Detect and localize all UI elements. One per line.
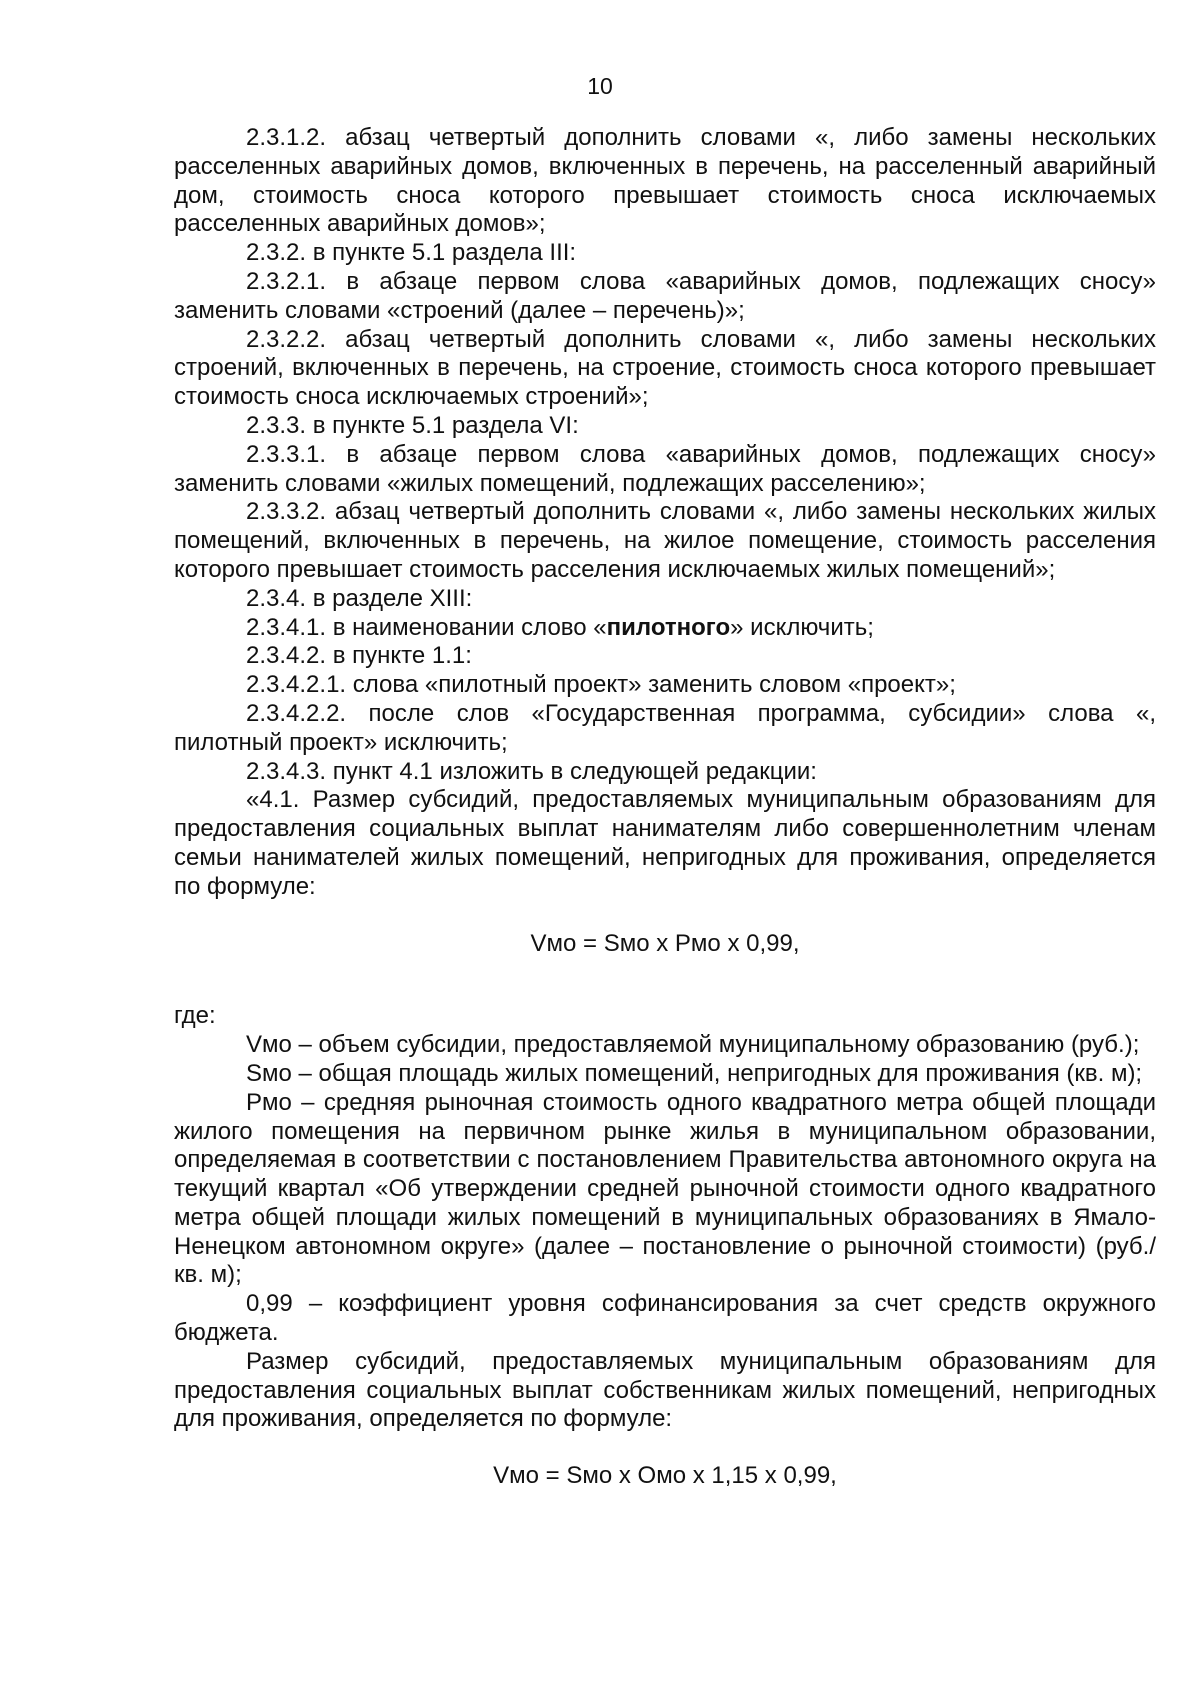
paragraph-2-3-4-1-end: » исключить; [730,613,874,641]
paragraph-2-3-2-1: 2.3.2.1. в абзаце первом слова «аварийных домов, подлежащих сносу» заменить словами «строений (далее – перечень)»; [174,267,1156,324]
paragraph-owners-subsidy: Размер субсидий, предоставляемых муниципальным образованиям для предоставления социальных выплат собственникам жилых помещений, непригодных для проживания, определяется по формуле: [174,1347,1156,1433]
formula-1: Vмо = Sмо x Рмо x 0,99, [530,929,800,957]
paragraph-2-3-4-1-start: 2.3.4.1. в наименовании слово « [246,613,607,641]
page-number: 10 [587,73,613,99]
definition-rmo: Рмо – средняя рыночная стоимость одного квадратного метра общей площади жилого помещения на первичном рынке жилья в муниципальном образовании, определяемая в соответствии с постановлением Правительства автономного округа на текущий квартал «Об утверждении средней рыночной стоимости одного квадратного метра общей площади жилых помещений в муниципальных образованиях в Ямало-Ненецком автономном округе» (далее – постановление о рыночной стоимости) (руб./кв. м); [174,1088,1156,1289]
paragraph-2-3-4-2-2: 2.3.4.2.2. после слов «Государственная программа, субсидии» слова «, пилотный проект» исключить; [174,699,1156,756]
paragraph-2-3-4: 2.3.4. в разделе XIII: [246,584,473,612]
document-body [174,124,1156,1491]
paragraph-2-3-1-2: 2.3.1.2. абзац четвертый дополнить словами «, либо замены нескольких расселенных аварийных домов, включенных в перечень, на расселенный аварийный дом, стоимость сноса которого превышает стоимость сноса исключаемых расселенных аварийных домов»; [174,124,1156,238]
paragraph-2-3-2: 2.3.2. в пункте 5.1 раздела III: [246,239,577,267]
paragraph-2-3-4-3: 2.3.4.3. пункт 4.1 изложить в следующей редакции: [246,757,817,785]
paragraph-2-3-3: 2.3.3. в пункте 5.1 раздела VI: [246,411,579,439]
paragraph-2-3-4-2: 2.3.4.2. в пункте 1.1: [246,642,472,670]
paragraph-4-1: «4.1. Размер субсидий, предоставляемых муниципальным образованиям для предоставления социальных выплат нанимателям либо совершеннолетним членам семьи нанимателей жилых помещений, непригодных для проживания, определяется по формуле: [174,786,1156,900]
paragraph-2-3-3-1: 2.3.3.1. в абзаце первом слова «аварийных домов, подлежащих сносу» заменить словами «жилых помещений, подлежащих расселению»; [174,440,1156,497]
paragraph-2-3-2-2: 2.3.2.2. абзац четвертый дополнить словами «, либо замены нескольких строений, включенных в перечень, на строение, стоимость сноса которого превышает стоимость сноса исключаемых строений»; [174,325,1156,411]
paragraph-2-3-3-2: 2.3.3.2. абзац четвертый дополнить словами «, либо замены нескольких жилых помещений, включенных в перечень, на жилое помещение, стоимость расселения которого превышает стоимость расселения исключаемых жилых помещений»; [174,498,1156,583]
paragraph-2-3-4-1 [174,614,1156,643]
definition-smo: Sмо – общая площадь жилых помещений, непригодных для проживания (кв. м); [246,1059,1143,1087]
where-label: где: [174,1002,216,1030]
definition-coefficient: 0,99 – коэффициент уровня софинансирования за счет средств окружного бюджета. [174,1290,1156,1347]
paragraph-2-3-4-2-1: 2.3.4.2.1. слова «пилотный проект» заменить словом «проект»; [246,671,956,699]
formula-2: Vмо = Sмо x Омо x 1,15 x 0,99, [493,1462,837,1490]
definition-vmo: Vмо – объем субсидии, предоставляемой муниципальному образованию (руб.); [246,1031,1140,1059]
bold-word: пилотного [606,613,731,641]
